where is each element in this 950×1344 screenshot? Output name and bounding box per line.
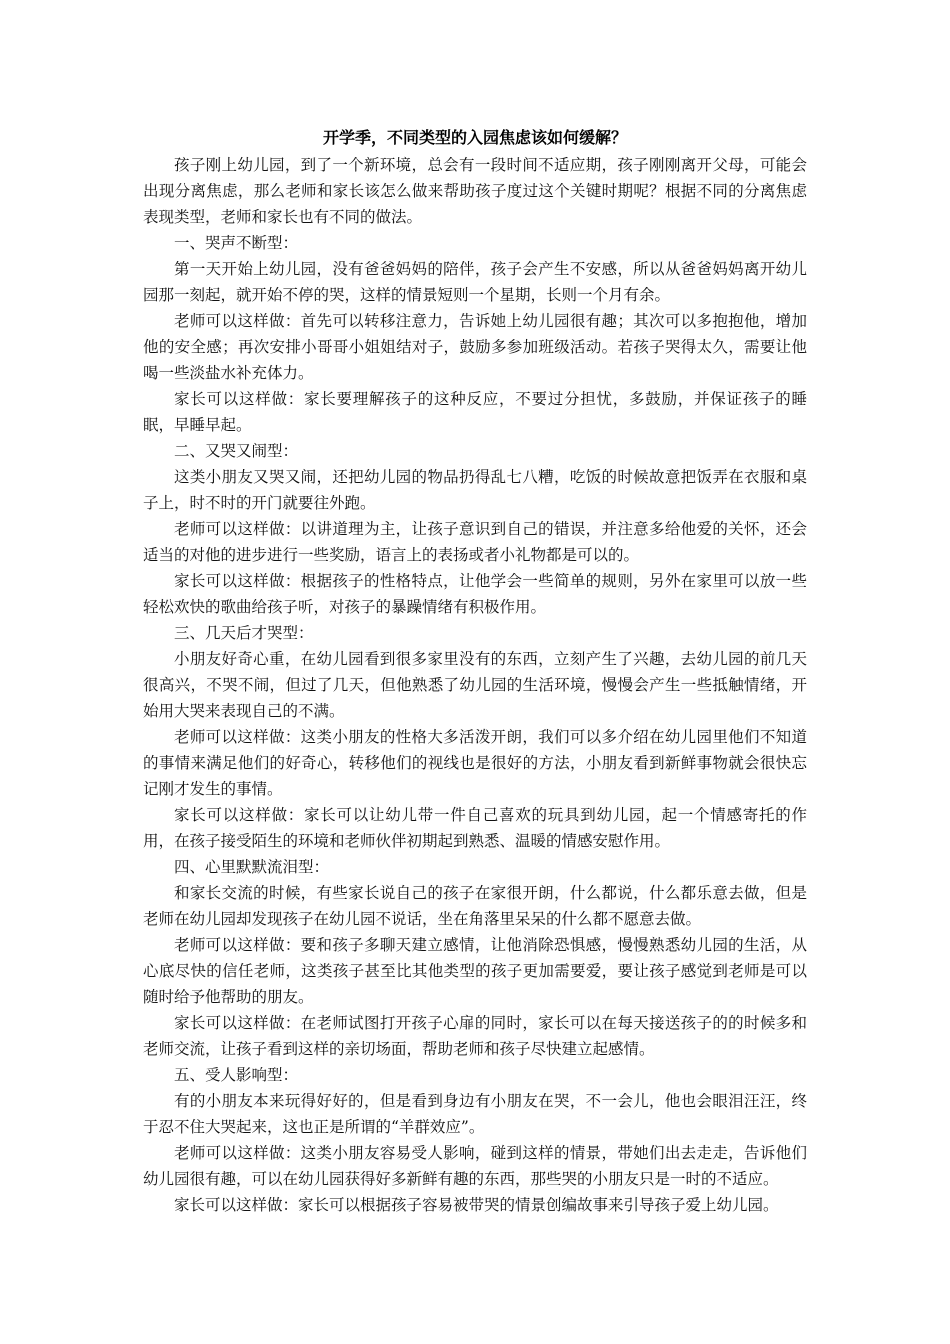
document-title: 开学季，不同类型的入园焦虑该如何缓解？ xyxy=(322,128,627,147)
paragraph: 老师可以这样做：首先可以转移注意力，告诉她上幼儿园很有趣；其次可以多抱抱他，增加他的安全感；再次安排小哥哥小姐姐结对子，鼓励多参加班级活动。若孩子哭得太久，需要让他喝一些淡盐水补充体力。 xyxy=(143,312,807,382)
intro-paragraph: 孩子刚上幼儿园，到了一个新环境，总会有一段时间不适应期，孩子刚刚离开父母，可能会出现分离焦虑，那么老师和家长该怎么做来帮助孩子度过这个关键时期呢？根据不同的分离焦虑表现类型，老师和家长也有不同的做法。 xyxy=(143,156,807,226)
paragraph: 家长可以这样做：家长可以让幼儿带一件自己喜欢的玩具到幼儿园，起一个情感寄托的作用，在孩子接受陌生的环境和老师伙伴初期起到熟悉、温暖的情感安慰作用。 xyxy=(143,806,807,850)
paragraph: 老师可以这样做：以讲道理为主，让孩子意识到自己的错误，并注意多给他爱的关怀，还会适当的对他的进步进行一些奖励，语言上的表扬或者小礼物都是可以的。 xyxy=(143,520,807,564)
paragraph: 小朋友好奇心重，在幼儿园看到很多家里没有的东西，立刻产生了兴趣，去幼儿园的前几天很高兴，不哭不闹，但过了几天，但他熟悉了幼儿园的生活环境，慢慢会产生一些抵触情绪，开始用大哭来表现自己的不满。 xyxy=(143,650,807,720)
paragraph: 老师可以这样做：这类小朋友容易受人影响，碰到这样的情景，带她们出去走走，告诉他们幼儿园很有趣，可以在幼儿园获得好多新鲜有趣的东西，那些哭的小朋友只是一时的不适应。 xyxy=(143,1144,807,1188)
section-heading-4: 四、心里默默流泪型： xyxy=(174,858,330,876)
section-heading-5: 五、受人影响型： xyxy=(174,1066,299,1084)
paragraph: 家长可以这样做：家长可以根据孩子容易被带哭的情景创编故事来引导孩子爱上幼儿园。 xyxy=(174,1196,779,1214)
paragraph: 第一天开始上幼儿园，没有爸爸妈妈的陪伴，孩子会产生不安感，所以从爸爸妈妈离开幼儿园那一刻起，就开始不停的哭，这样的情景短则一个星期，长则一个月有余。 xyxy=(143,260,807,304)
paragraph: 和家长交流的时候，有些家长说自己的孩子在家很开朗，什么都说，什么都乐意去做，但是老师在幼儿园却发现孩子在幼儿园不说话，坐在角落里呆呆的什么都不愿意去做。 xyxy=(143,884,807,928)
section-heading-2: 二、又哭又闹型： xyxy=(174,442,299,460)
paragraph: 老师可以这样做：这类小朋友的性格大多活泼开朗，我们可以多介绍在幼儿园里他们不知道的事情来满足他们的好奇心，转移他们的视线也是很好的方法，小朋友看到新鲜事物就会很快忘记刚才发生的事情。 xyxy=(143,728,807,798)
section-heading-1: 一、哭声不断型： xyxy=(174,234,299,252)
section-heading-3: 三、几天后才哭型： xyxy=(174,624,314,642)
paragraph: 有的小朋友本来玩得好好的，但是看到身边有小朋友在哭，不一会儿，他也会眼泪汪汪，终于忍不住大哭起来，这也正是所谓的“羊群效应”。 xyxy=(143,1092,807,1136)
paragraph: 老师可以这样做：要和孩子多聊天建立感情，让他消除恐惧感，慢慢熟悉幼儿园的生活，从心底尽快的信任老师，这类孩子甚至比其他类型的孩子更加需要爱，要让孩子感觉到老师是可以随时给予他帮助的朋友。 xyxy=(143,936,807,1006)
paragraph: 家长可以这样做：根据孩子的性格特点，让他学会一些简单的规则，另外在家里可以放一些轻松欢快的歌曲给孩子听，对孩子的暴躁情绪有积极作用。 xyxy=(143,572,807,616)
paragraph: 这类小朋友又哭又闹，还把幼儿园的物品扔得乱七八糟，吃饭的时候故意把饭弄在衣服和桌子上，时不时的开门就要往外跑。 xyxy=(143,468,807,512)
paragraph: 家长可以这样做：在老师试图打开孩子心扉的同时，家长可以在每天接送孩子的的时候多和老师交流，让孩子看到这样的亲切场面，帮助老师和孩子尽快建立起感情。 xyxy=(143,1014,807,1058)
paragraph: 家长可以这样做：家长要理解孩子的这种反应，不要过分担忧，多鼓励，并保证孩子的睡眠，早睡早起。 xyxy=(143,390,807,434)
document-page xyxy=(143,126,807,1218)
